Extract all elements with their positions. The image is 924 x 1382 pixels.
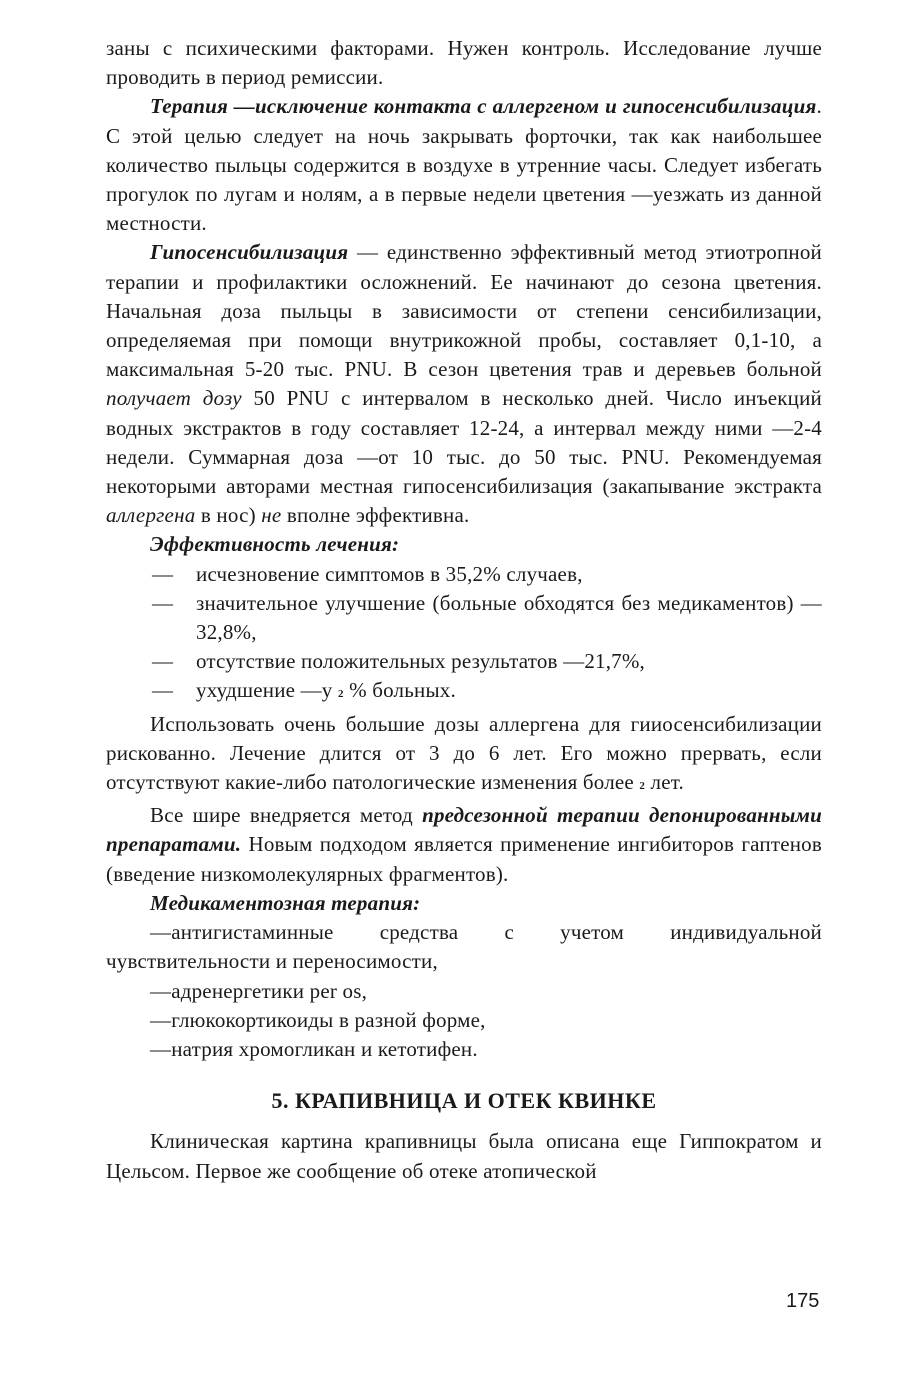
list-item-text: ухудшение —у bbox=[196, 678, 338, 703]
small-number: 2 bbox=[337, 688, 344, 701]
text-span: Новым подходом является применение ингибиторов гаптенов (введение низкомолекулярных фрагментов). bbox=[106, 832, 822, 886]
effectiveness-heading: Эффективность лечения: bbox=[150, 532, 400, 557]
list-item-text: отсутствие положительных результатов —21,7%, bbox=[196, 649, 646, 674]
dash: — bbox=[152, 561, 174, 586]
list-item-text: % больных. bbox=[343, 678, 456, 703]
list-item bbox=[106, 589, 822, 647]
text-span: — единственно эффективный метод этиотропной терапии и профилактики осложнений. Ее начинают до сезона цветения. Начальная доза пыльцы в зависимости от степени сенсибилизации, определяемая при помощи внутрикожной пробы, составляет 0,1-10, а максимальная 5-20 тыс. PNU. В сезон цветения трав и деревьев больной bbox=[106, 240, 822, 382]
medication-heading: Медикаментозная терапия: bbox=[150, 890, 421, 915]
italic-span: не bbox=[261, 503, 282, 528]
list-item bbox=[106, 676, 822, 709]
text-span: Все шире внедряется метод bbox=[150, 803, 423, 828]
italic-span: аллергена bbox=[106, 503, 196, 528]
medication-item: —глюкокортикоиды в разной форме, bbox=[150, 1007, 486, 1032]
hyposensitization-lead: Гипосенсибилизация bbox=[150, 240, 349, 265]
paragraph-urticaria: Клиническая картина крапивницы была описана еще Гиппократом и Цельсом. Первое же сообщение об отеке атопической bbox=[106, 1129, 822, 1183]
text-span: в нос) bbox=[195, 503, 262, 528]
medication-item: —адренергетики per os, bbox=[150, 978, 368, 1003]
paragraph-doses bbox=[106, 710, 822, 802]
therapy-lead: Терапия —исключение контакта с аллергеном и гипосенсибилизация bbox=[150, 94, 817, 119]
text-span: 50 PNU с интервалом в несколько дней. Число инъекций водных экстрактов в году составляет 12-24, а интервал между ними —2-4 недели. Суммарная доза —от 10 тыс. до 50 тыс. PNU. Рекомендуемая некоторыми авторами местная гипосенсибилизация (закапывание экстракта bbox=[106, 386, 822, 499]
text-span: Использовать очень большие дозы аллергена для гииосенсибилизации рискованно. Лечение длится от 3 до 6 лет. Его можно прервать, если отсутствуют какие-либо патологические изменения более bbox=[106, 711, 822, 795]
paragraph-preseason bbox=[106, 801, 822, 889]
therapy-text: . С этой целью следует на ночь закрывать форточки, так как наибольшее количество пыльцы содержится в воздухе в утренние часы. Следует избегать прогулок по лугам и нолям, а в первые недели цветения —уезжать из данной местности. bbox=[106, 94, 822, 236]
medication-item: —натрия хромогликан и кетотифен. bbox=[150, 1036, 478, 1061]
paragraph-therapy bbox=[106, 92, 822, 238]
list-item-text: исчезновение симптомов в 35,2% случаев, bbox=[196, 561, 583, 586]
list-item bbox=[106, 560, 822, 589]
page-number: 175 bbox=[786, 1290, 820, 1312]
text-span: лет. bbox=[645, 770, 684, 795]
italic-span: получает дозу bbox=[106, 386, 242, 411]
preseason-lead: предсезонной терапии депонированными препаратами. bbox=[106, 803, 822, 857]
list-item bbox=[106, 647, 822, 676]
paragraph-hyposensitization bbox=[106, 238, 822, 530]
medication-item: —антигистаминные средства с учетом индивидуальной чувствительности и переносимости, bbox=[106, 920, 822, 974]
page-body bbox=[106, 34, 822, 1186]
small-number: 2 bbox=[639, 780, 646, 793]
section-heading: 5. КРАПИВНИЦА И ОТЕК КВИНКЕ bbox=[271, 1088, 657, 1114]
dash: — bbox=[152, 649, 174, 674]
text-span: вполне эффективна. bbox=[281, 503, 470, 528]
paragraph-1: заны с психическими факторами. Нужен контроль. Исследование лучше проводить в период ремиссии. bbox=[106, 36, 822, 90]
dash: — bbox=[152, 678, 174, 703]
list-item-text: значительное улучшение (больные обходятся без медикаментов) —32,8%, bbox=[196, 590, 822, 645]
dash: — bbox=[152, 590, 174, 615]
